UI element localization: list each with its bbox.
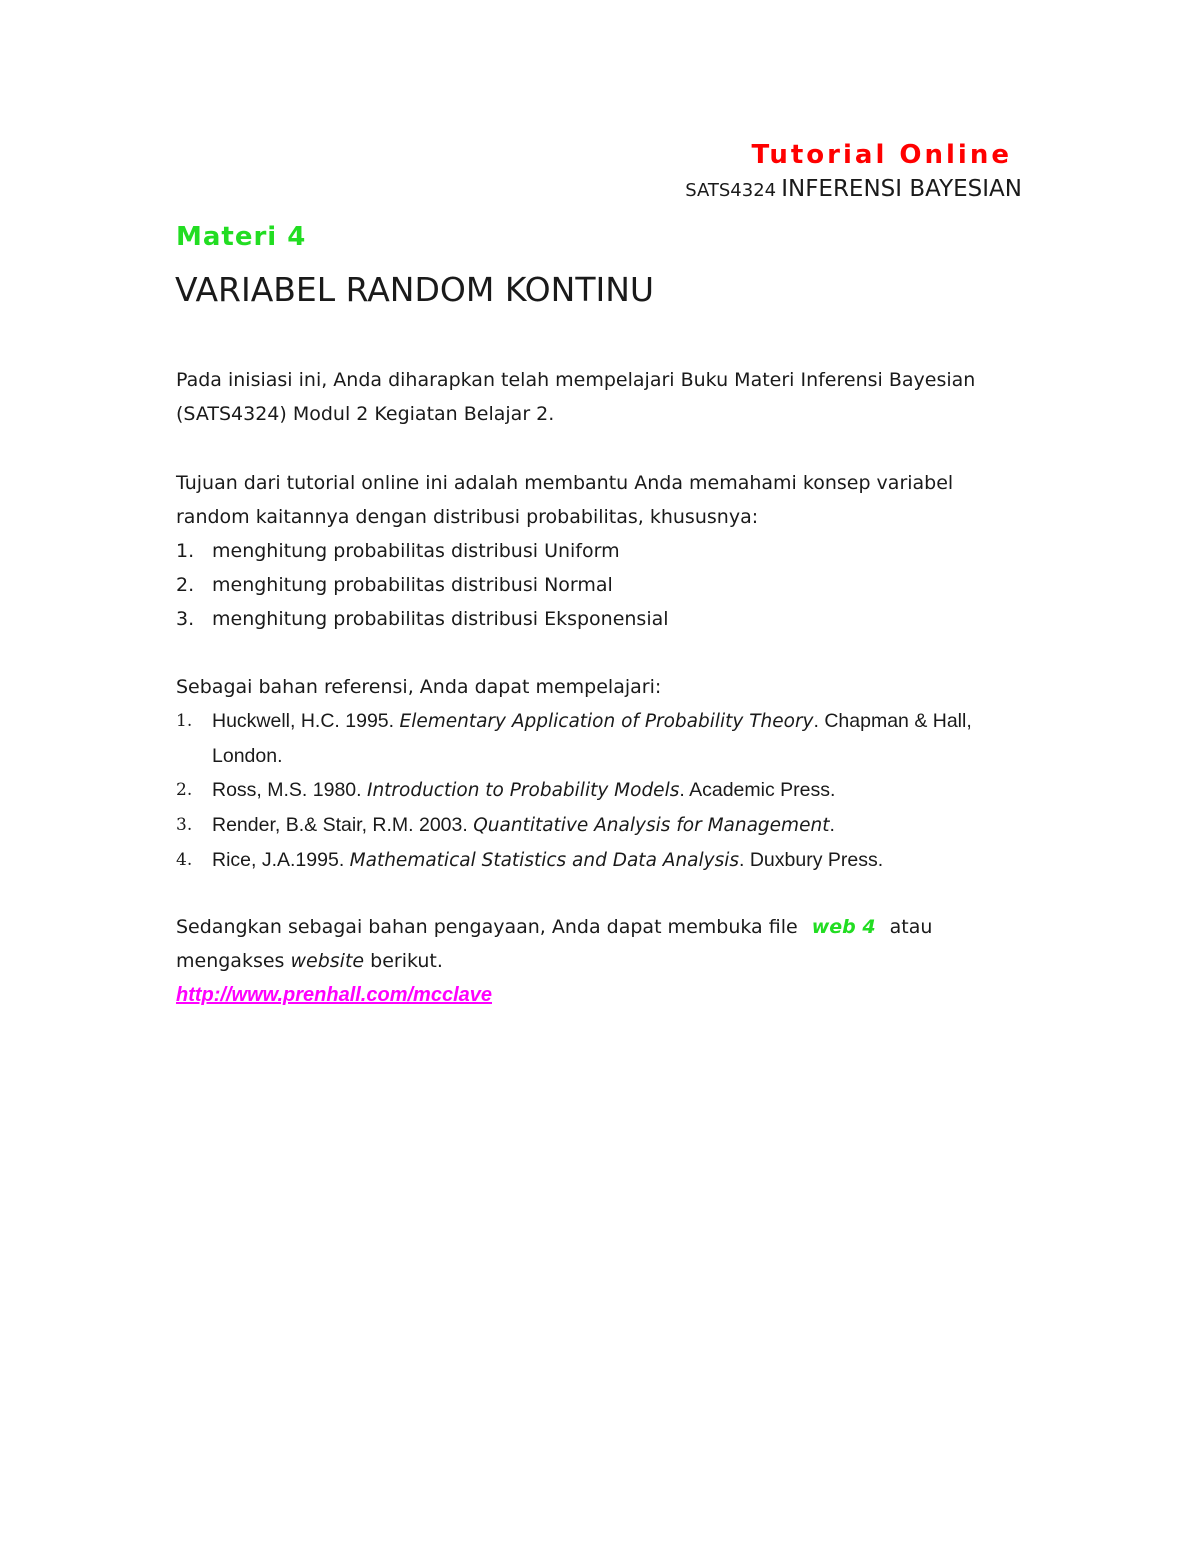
list-text: menghitung probabilitas distribusi Eksponensial: [212, 608, 669, 630]
reference-item: [176, 704, 1036, 773]
list-item: [176, 534, 1036, 568]
reference-text: [212, 704, 1036, 773]
enrichment-line2-before: mengakses: [176, 950, 291, 972]
list-item: [176, 568, 1036, 602]
purpose-paragraph: [176, 466, 1036, 636]
intro-paragraph: [176, 363, 1036, 431]
intro-line-1: Pada inisiasi ini, Anda diharapkan telah mempelajari Buku Materi Inferensi Bayesian: [176, 369, 976, 391]
purpose-line-2: random kaitannya dengan distribusi probabilitas, khususnya:: [176, 506, 759, 528]
reference-publisher: . Academic Press.: [679, 779, 836, 801]
reference-publisher: . Duxbury Press.: [739, 849, 884, 871]
reference-author: Rice, J.A.1995.: [212, 849, 350, 871]
reference-text: [212, 773, 1036, 808]
enrichment-line2-italic: website: [290, 950, 365, 972]
enrichment-paragraph: [176, 910, 1036, 1012]
enrichment-line2-after: berikut.: [364, 950, 443, 972]
reference-publisher: . Chapman & Hall, London.: [212, 710, 972, 767]
web-file-link[interactable]: web 4: [811, 916, 876, 938]
reference-author: Huckwell, H.C. 1995.: [212, 710, 400, 732]
reference-title: Mathematical Statistics and Data Analysis: [349, 850, 740, 871]
list-item: [176, 602, 1036, 636]
reference-number: 4.: [176, 850, 193, 870]
reference-text: [212, 808, 1036, 843]
course-code: SATS4324: [685, 180, 777, 201]
reference-number: 2.: [176, 780, 193, 800]
references-section: [176, 670, 1036, 878]
reference-item: [176, 773, 1036, 808]
website-url-link[interactable]: http://www.prenhall.com/mcclave: [176, 984, 492, 1006]
list-text: menghitung probabilitas distribusi Normal: [212, 574, 613, 596]
reference-title: Elementary Application of Probability Theory: [399, 711, 814, 732]
enrichment-line-2: [176, 944, 1036, 978]
reference-text: [212, 843, 1036, 878]
reference-number: 1.: [176, 711, 193, 731]
list-number: 3.: [176, 608, 195, 630]
course-name: INFERENSI BAYESIAN: [781, 176, 1022, 202]
list-number: 1.: [176, 540, 195, 562]
reference-item: [176, 843, 1036, 878]
materi-label: Materi 4: [176, 222, 307, 252]
reference-number: 3.: [176, 815, 193, 835]
course-heading: [685, 176, 1022, 202]
reference-title: Quantitative Analysis for Management: [473, 815, 830, 836]
reference-author: Render, B.& Stair, R.M. 2003.: [212, 814, 474, 836]
enrichment-text-after: atau: [889, 916, 933, 938]
reference-title: Introduction to Probability Models: [366, 780, 680, 801]
references-intro: Sebagai bahan referensi, Anda dapat mempelajari:: [176, 676, 662, 698]
purpose-line-1: Tujuan dari tutorial online ini adalah membantu Anda memahami konsep variabel: [176, 472, 954, 494]
list-text: menghitung probabilitas distribusi Uniform: [212, 540, 620, 562]
tutorial-online-heading: Tutorial Online: [751, 140, 1012, 170]
page-title: VARIABEL RANDOM KONTINU: [175, 270, 655, 309]
reference-publisher: .: [829, 814, 835, 836]
intro-line-2: (SATS4324) Modul 2 Kegiatan Belajar 2.: [176, 403, 555, 425]
list-number: 2.: [176, 574, 195, 596]
reference-item: [176, 808, 1036, 843]
enrichment-text-before: Sedangkan sebagai bahan pengayaan, Anda dapat membuka file: [176, 916, 798, 938]
enrichment-line-1: [176, 910, 1036, 944]
reference-author: Ross, M.S. 1980.: [212, 779, 367, 801]
